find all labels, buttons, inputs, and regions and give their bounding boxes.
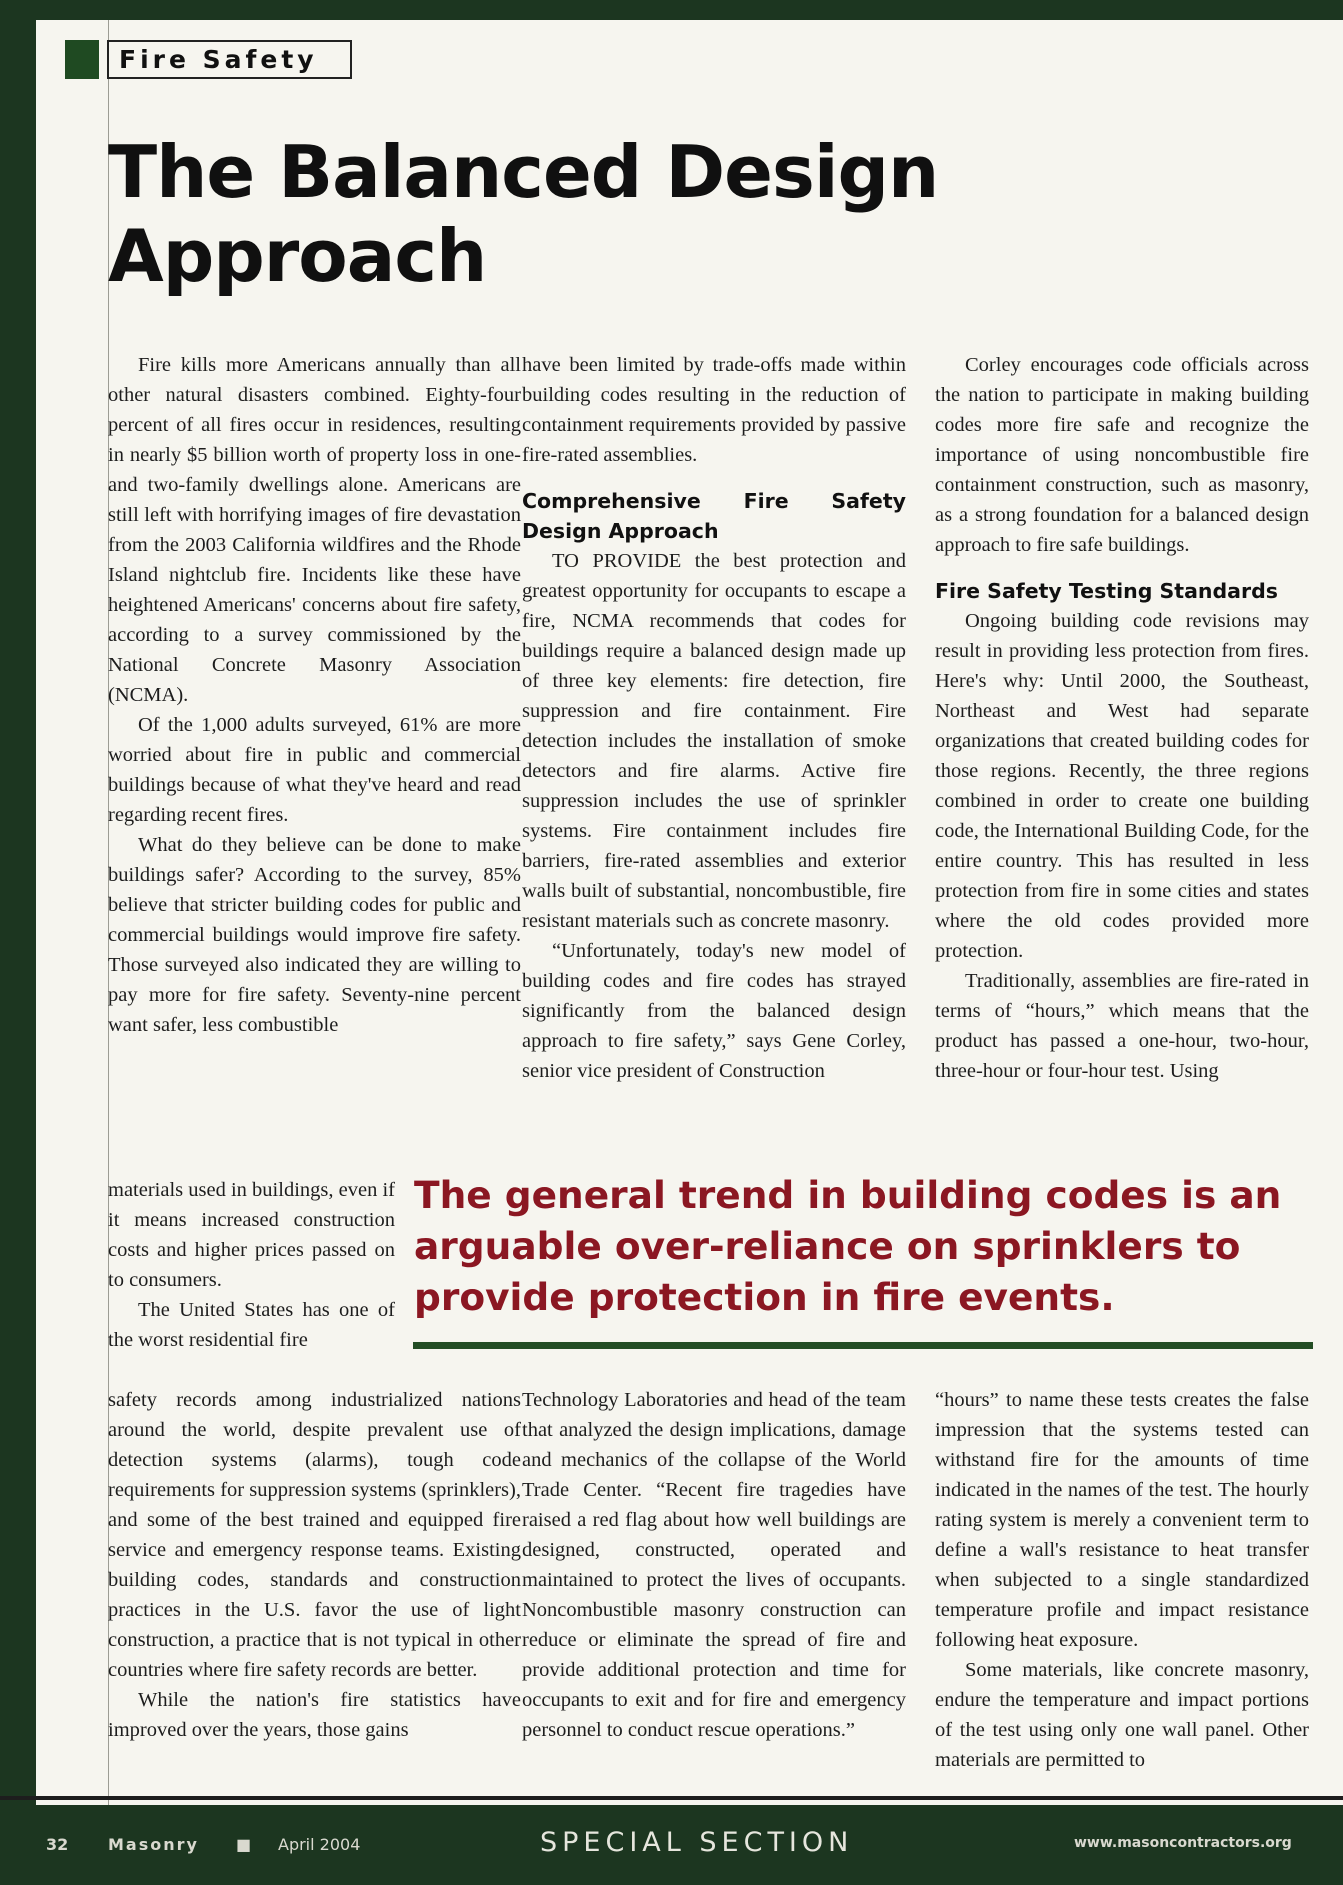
issue-date: April 2004 bbox=[278, 1835, 361, 1854]
pull-quote-rule bbox=[413, 1342, 1313, 1349]
paragraph: Corley encourages code officials across the nation to participate in making building codes more fire safe and recognize the importance of using noncombustible fire containment construction, such as masonry, as a strong foundation for a balanced design approach to fire safe buildings. bbox=[935, 354, 1309, 556]
paragraph: Traditionally, assemblies are fire-rated in terms of “hours,” which means that the product has passed a one-hour, two-hour, three-hour or four-hour test. Using bbox=[935, 970, 1309, 1082]
column-1-top bbox=[108, 350, 521, 1040]
footer-rule bbox=[0, 1796, 1343, 1800]
column-2-bottom bbox=[522, 1385, 906, 1745]
column-1-middle bbox=[108, 1175, 395, 1355]
paragraph: While the nation's fire statistics have improved over the years, those gains bbox=[108, 1689, 521, 1741]
paragraph: Some materials, like concrete masonry, endure the temperature and impact portions of the test using only one wall panel. Other materials are permitted to bbox=[935, 1659, 1309, 1771]
section-tag-label: Fire Safety bbox=[107, 40, 352, 79]
paragraph: “Unfortunately, today's new model of building codes and fire codes has strayed significantly from the balanced design approach to fire safety,” says Gene Corley, senior vice president of Construction bbox=[522, 940, 906, 1082]
column-1-bottom bbox=[108, 1385, 521, 1745]
paragraph: Of the 1,000 adults surveyed, 61% are more worried about fire in public and commercial buildings because of what they've heard and read regarding recent fires. bbox=[108, 714, 521, 826]
paragraph: have been limited by trade-offs made within building codes resulting in the reduction of containment requirements provided by passive fire-rated assemblies. bbox=[522, 354, 906, 466]
section-label: SPECIAL SECTION bbox=[540, 1827, 854, 1858]
footer-bullet-icon: ■ bbox=[236, 1835, 252, 1854]
paragraph: Technology Laboratories and head of the team that analyzed the design implications, damage and mechanics of the collapse of the World Trade Center. “Recent fire tragedies have raised a red flag about how well buildings are designed, constructed, operated and maintained to protect the lives of occupants. Noncombustible masonry construction can reduce or eliminate the spread of fire and provide additional protection and time for occupants to exit and for fire and emergency personnel to conduct rescue operations.” bbox=[522, 1389, 906, 1741]
paragraph: safety records among industrialized nations around the world, despite prevalent use of detection systems (alarms), tough code requirements for suppression systems (sprinklers), and some of the best trained and equipped fire service and emergency response teams. Existing building codes, standards and construction practices in the U.S. favor the use of light construction, a practice that is not typical in other countries where fire safety records are better. bbox=[108, 1389, 521, 1681]
paragraph: Fire kills more Americans annually than all other natural disasters combined. Eighty-four percent of all fires occur in residences, resulting in nearly $5 billion worth of property loss in one- and two-family dwellings alone. Americans are still left with horrifying images of fire devastation from the 2003 California wildfires and the Rhode Island nightclub fire. Incidents like these have heightened Americans' concerns about fire safety, according to a survey commissioned by the National Concrete Masonry Association (NCMA). bbox=[108, 354, 521, 706]
website-url: www.masoncontractors.org bbox=[1074, 1835, 1292, 1851]
page-number: 32 bbox=[46, 1835, 69, 1854]
pull-quote: The general trend in building codes is an arguable over-reliance on sprinklers to provide protection in fire events. bbox=[414, 1173, 1282, 1319]
magazine-page bbox=[36, 20, 1343, 1820]
paragraph: “hours” to name these tests creates the false impression that the systems tested can withstand fire for the amounts of time indicated in the names of the test. The hourly rating system is merely a convenient term to define a wall's resistance to heat transfer when subjected to a single standardized temperature profile and impact resistance following heat exposure. bbox=[935, 1389, 1309, 1651]
subheading: Comprehensive Fire Safety Design Approach bbox=[522, 489, 906, 543]
paragraph: The United States has one of the worst residential fire bbox=[108, 1299, 395, 1351]
paragraph: TO PROVIDE the best protection and greatest opportunity for occupants to escape a fire, NCMA recommends that codes for buildings require a balanced design made up of three key elements: fire detection, fire suppression and fire containment. Fire detection includes the installation of smoke detectors and fire alarms. Active fire suppression includes the use of sprinkler systems. Fire containment includes fire barriers, fire-rated assemblies and exterior walls built of substantial, noncombustible, fire resistant materials such as concrete masonry. bbox=[522, 550, 906, 932]
section-tag bbox=[65, 40, 352, 79]
column-3-bottom bbox=[935, 1385, 1309, 1775]
magazine-name: Masonry bbox=[108, 1835, 199, 1854]
paragraph: What do they believe can be done to make buildings safer? According to the survey, 85% believe that stricter building codes for public and commercial buildings would improve fire safety. Those surveyed also indicated they are willing to pay more for fire safety. Seventy-nine percent want safer, less combustible bbox=[108, 834, 521, 1036]
column-2-top bbox=[522, 350, 906, 1086]
page-footer bbox=[0, 1805, 1343, 1885]
paragraph: Ongoing building code revisions may result in providing less protection from fires. Here's why: Until 2000, the Southeast, Northeast and West had separate organizations that created building codes for those regions. Recently, the three regions combined in order to create one building code, the International Building Code, for the entire country. This has resulted in less protection from fire in some cities and states where the old codes provided more protection. bbox=[935, 610, 1309, 962]
column-3-top bbox=[935, 350, 1309, 1086]
article-title: The Balanced Design Approach bbox=[108, 130, 939, 298]
paragraph: materials used in buildings, even if it means increased construction costs and higher prices passed on to consumers. bbox=[108, 1179, 395, 1291]
subheading: Fire Safety Testing Standards bbox=[935, 579, 1278, 603]
section-tag-square bbox=[65, 40, 99, 79]
